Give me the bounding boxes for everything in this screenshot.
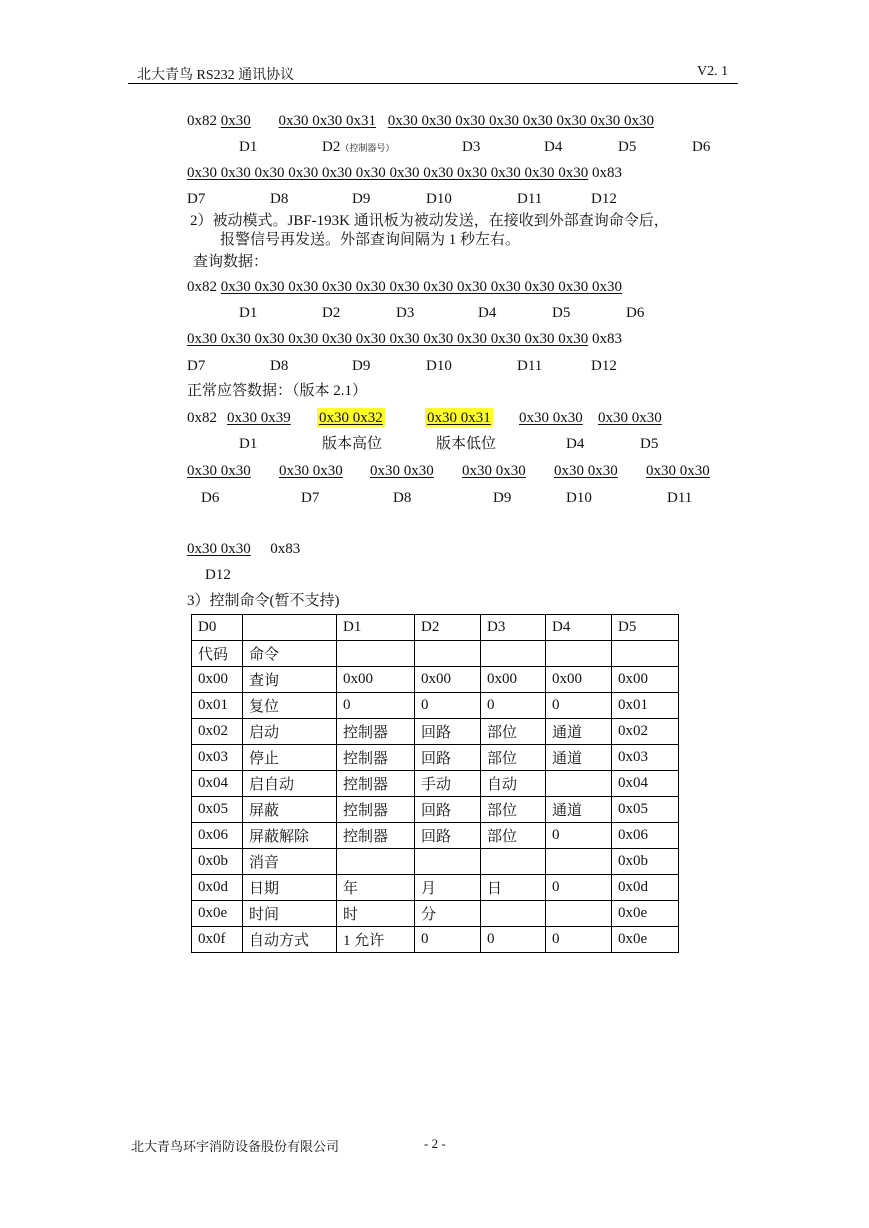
label-d11: D11 bbox=[667, 490, 693, 506]
query-line-1 bbox=[187, 278, 622, 296]
label-d2: D2 bbox=[322, 305, 341, 321]
label-d10: D10 bbox=[426, 358, 452, 374]
table-cell: 0x06 bbox=[612, 823, 679, 849]
label-d3: D3 bbox=[396, 305, 415, 321]
label-d3: D3 bbox=[462, 139, 481, 155]
table-header-row bbox=[192, 615, 679, 641]
table-row bbox=[192, 901, 679, 927]
table-cell: 0x00 bbox=[192, 667, 243, 693]
table-cell bbox=[546, 771, 612, 797]
table-cell: 部位 bbox=[481, 745, 546, 771]
table-cell: 0x0b bbox=[612, 849, 679, 875]
label-d7: D7 bbox=[301, 490, 320, 506]
passive-mode-line-1: 2）被动模式。JBF-193K 通讯板为被动发送，在接收到外部查询命令后， bbox=[190, 213, 669, 229]
table-row bbox=[192, 797, 679, 823]
table-cell bbox=[415, 641, 481, 667]
table-cell: 0x0e bbox=[612, 927, 679, 953]
table-cell: 日 bbox=[481, 875, 546, 901]
label-d9: D9 bbox=[352, 358, 371, 374]
table-cell: 通道 bbox=[546, 719, 612, 745]
response-d10-bytes: 0x30 0x30 bbox=[554, 463, 618, 479]
table-cell: 0x0e bbox=[612, 901, 679, 927]
table-cell: 消音 bbox=[243, 849, 337, 875]
label-d2-note: （控制器号） bbox=[340, 143, 395, 153]
table-cell: 0x02 bbox=[192, 719, 243, 745]
query-title: 查询数据： bbox=[193, 254, 269, 270]
table-cell: 0x0d bbox=[192, 875, 243, 901]
active-line-2 bbox=[187, 164, 622, 182]
table-cell: D2 bbox=[415, 615, 481, 641]
table-cell: 回路 bbox=[415, 823, 481, 849]
start-byte: 0x82 bbox=[187, 113, 217, 129]
table-cell: 回路 bbox=[415, 797, 481, 823]
control-title: 3）控制命令(暂不支持) bbox=[187, 593, 340, 609]
label-d5: D5 bbox=[640, 436, 659, 452]
table-cell: 时 bbox=[337, 901, 415, 927]
label-d6: D6 bbox=[692, 139, 711, 155]
table-cell: 月 bbox=[415, 875, 481, 901]
table-cell: 0 bbox=[337, 693, 415, 719]
response-d7-bytes: 0x30 0x30 bbox=[279, 463, 343, 479]
label-d9: D9 bbox=[493, 490, 512, 506]
table-cell: 0x05 bbox=[612, 797, 679, 823]
table-cell: 通道 bbox=[546, 797, 612, 823]
table-cell: 0x0d bbox=[612, 875, 679, 901]
label-d11: D11 bbox=[517, 358, 543, 374]
table-row bbox=[192, 719, 679, 745]
table-cell: 0x00 bbox=[415, 667, 481, 693]
table-cell: 回路 bbox=[415, 719, 481, 745]
table-row bbox=[192, 667, 679, 693]
table-cell: 控制器 bbox=[337, 745, 415, 771]
table-cell: 0x00 bbox=[337, 667, 415, 693]
table-row bbox=[192, 823, 679, 849]
label-d7: D7 bbox=[187, 358, 206, 374]
header-title: 北大青鸟 RS232 通讯协议 bbox=[137, 68, 295, 83]
table-cell bbox=[337, 849, 415, 875]
table-cell: 命令 bbox=[243, 641, 337, 667]
label-d12: D12 bbox=[591, 191, 617, 207]
table-cell: 0x05 bbox=[192, 797, 243, 823]
response-d9-bytes: 0x30 0x30 bbox=[462, 463, 526, 479]
table-cell: 控制器 bbox=[337, 771, 415, 797]
table-cell: 0 bbox=[546, 823, 612, 849]
label-d1: D1 bbox=[239, 305, 258, 321]
table-cell: 回路 bbox=[415, 745, 481, 771]
table-cell: 0x03 bbox=[612, 745, 679, 771]
response-d5-bytes: 0x30 0x30 bbox=[598, 410, 662, 426]
table-cell: 0x0f bbox=[192, 927, 243, 953]
table-cell: 1 允许 bbox=[337, 927, 415, 953]
response-d8-bytes: 0x30 0x30 bbox=[370, 463, 434, 479]
table-cell: 部位 bbox=[481, 719, 546, 745]
table-cell: 0 bbox=[546, 927, 612, 953]
label-version-high: 版本高位 bbox=[322, 436, 383, 452]
table-cell: 分 bbox=[415, 901, 481, 927]
table-cell: 0 bbox=[415, 693, 481, 719]
d3-d6-bytes: 0x30 0x30 0x30 0x30 0x30 0x30 0x30 0x30 bbox=[387, 113, 654, 129]
table-row bbox=[192, 693, 679, 719]
page-number: - 2 - bbox=[424, 1136, 446, 1151]
label-d6: D6 bbox=[626, 305, 645, 321]
table-row bbox=[192, 875, 679, 901]
response-d1-bytes: 0x30 0x39 bbox=[227, 410, 291, 426]
label-d7: D7 bbox=[187, 191, 206, 207]
table-cell: 0x0e bbox=[192, 901, 243, 927]
table-cell: 0 bbox=[481, 927, 546, 953]
end-byte: 0x83 bbox=[592, 165, 622, 181]
table-cell bbox=[546, 849, 612, 875]
end-byte: 0x83 bbox=[270, 541, 301, 557]
label-d8: D8 bbox=[393, 490, 412, 506]
table-cell: 时间 bbox=[243, 901, 337, 927]
table-cell: D5 bbox=[612, 615, 679, 641]
table-cell: 屏蔽 bbox=[243, 797, 337, 823]
table-cell: 代码 bbox=[192, 641, 243, 667]
table-cell: 0x01 bbox=[192, 693, 243, 719]
label-d1: D1 bbox=[239, 139, 258, 155]
end-byte: 0x83 bbox=[592, 331, 622, 347]
label-d9: D9 bbox=[352, 191, 371, 207]
table-cell bbox=[546, 641, 612, 667]
table-row bbox=[192, 849, 679, 875]
response-d12-bytes: 0x30 0x30 bbox=[187, 541, 251, 557]
label-d11: D11 bbox=[517, 191, 543, 207]
table-cell: 0x03 bbox=[192, 745, 243, 771]
table-cell: 年 bbox=[337, 875, 415, 901]
header-version: V2. 1 bbox=[697, 64, 729, 79]
response-d4-bytes: 0x30 0x30 bbox=[519, 410, 583, 426]
table-cell: 0x01 bbox=[612, 693, 679, 719]
label-d8: D8 bbox=[270, 191, 289, 207]
response-start: 0x82 bbox=[187, 410, 217, 426]
table-cell bbox=[612, 641, 679, 667]
d7-d12-bytes: 0x30 0x30 0x30 0x30 0x30 0x30 0x30 0x30 0x30 0x30 0x30 0x30 bbox=[187, 165, 589, 181]
table-cell: 手动 bbox=[415, 771, 481, 797]
table-cell bbox=[337, 641, 415, 667]
table-cell: 部位 bbox=[481, 797, 546, 823]
table-row bbox=[192, 927, 679, 953]
table-cell: 0x02 bbox=[612, 719, 679, 745]
table-cell: 复位 bbox=[243, 693, 337, 719]
start-byte: 0x82 bbox=[187, 279, 217, 295]
table-cell: 通道 bbox=[546, 745, 612, 771]
label-d4: D4 bbox=[478, 305, 497, 321]
table-cell bbox=[481, 849, 546, 875]
table-cell: 日期 bbox=[243, 875, 337, 901]
table-cell bbox=[481, 641, 546, 667]
label-d1: D1 bbox=[239, 436, 258, 452]
table-cell: 查询 bbox=[243, 667, 337, 693]
table-cell: D0 bbox=[192, 615, 243, 641]
passive-mode-line-2: 报警信号再发送。外部查询间隔为 1 秒左右。 bbox=[220, 232, 521, 248]
table-cell: 停止 bbox=[243, 745, 337, 771]
label-d8: D8 bbox=[270, 358, 289, 374]
footer-company: 北大青鸟环宇消防设备股份有限公司 bbox=[131, 1139, 340, 1154]
query-line-2 bbox=[187, 330, 622, 348]
table-cell: 控制器 bbox=[337, 719, 415, 745]
table-cell: D3 bbox=[481, 615, 546, 641]
response-d11-bytes: 0x30 0x30 bbox=[646, 463, 710, 479]
table-cell: 0x00 bbox=[481, 667, 546, 693]
table-cell: 启动 bbox=[243, 719, 337, 745]
table-cell: 自动 bbox=[481, 771, 546, 797]
label-d6: D6 bbox=[201, 490, 220, 506]
header-rule bbox=[128, 83, 738, 84]
table-row bbox=[192, 641, 679, 667]
label-d12: D12 bbox=[591, 358, 617, 374]
table-cell: 0 bbox=[481, 693, 546, 719]
table-cell: 0x06 bbox=[192, 823, 243, 849]
table-row bbox=[192, 771, 679, 797]
label-d5: D5 bbox=[618, 139, 637, 155]
version-low-bytes: 0x30 0x31 bbox=[427, 410, 491, 426]
table-cell: 0 bbox=[546, 693, 612, 719]
label-d2 bbox=[322, 138, 394, 157]
table-cell: 0 bbox=[546, 875, 612, 901]
active-line-1 bbox=[187, 112, 654, 130]
table-cell bbox=[415, 849, 481, 875]
label-d4: D4 bbox=[566, 436, 585, 452]
table-cell bbox=[546, 901, 612, 927]
label-d10: D10 bbox=[426, 191, 452, 207]
label-d2-text: D2 bbox=[322, 139, 341, 155]
table-cell: 自动方式 bbox=[243, 927, 337, 953]
table-cell: 0x04 bbox=[612, 771, 679, 797]
table-cell: 屏蔽解除 bbox=[243, 823, 337, 849]
table-cell: 0x04 bbox=[192, 771, 243, 797]
table-cell: 0x00 bbox=[612, 667, 679, 693]
table-cell: D1 bbox=[337, 615, 415, 641]
response-title: 正常应答数据：（版本 2.1） bbox=[187, 383, 368, 399]
table-cell bbox=[481, 901, 546, 927]
table-cell: 控制器 bbox=[337, 823, 415, 849]
label-d10: D10 bbox=[566, 490, 592, 506]
table-cell bbox=[243, 615, 337, 641]
table-cell: 启自动 bbox=[243, 771, 337, 797]
label-d4: D4 bbox=[544, 139, 563, 155]
table-cell: D4 bbox=[546, 615, 612, 641]
label-d5: D5 bbox=[552, 305, 571, 321]
version-high-bytes: 0x30 0x32 bbox=[319, 410, 383, 426]
d2-bytes: 0x30 0x30 0x31 bbox=[278, 113, 376, 129]
table-cell: 0x00 bbox=[546, 667, 612, 693]
d1-d6-bytes: 0x30 0x30 0x30 0x30 0x30 0x30 0x30 0x30 0x30 0x30 0x30 0x30 bbox=[220, 279, 622, 295]
table-row bbox=[192, 745, 679, 771]
table-cell: 部位 bbox=[481, 823, 546, 849]
label-version-low: 版本低位 bbox=[436, 436, 497, 452]
table-cell: 0 bbox=[415, 927, 481, 953]
response-d6-bytes: 0x30 0x30 bbox=[187, 463, 251, 479]
label-d12: D12 bbox=[205, 567, 231, 583]
d1-bytes: 0x30 bbox=[220, 113, 251, 129]
d7-d12-bytes: 0x30 0x30 0x30 0x30 0x30 0x30 0x30 0x30 0x30 0x30 0x30 0x30 bbox=[187, 331, 589, 347]
table-cell: 0x0b bbox=[192, 849, 243, 875]
control-command-table bbox=[191, 614, 679, 953]
response-line-3 bbox=[187, 540, 300, 558]
table-cell: 控制器 bbox=[337, 797, 415, 823]
